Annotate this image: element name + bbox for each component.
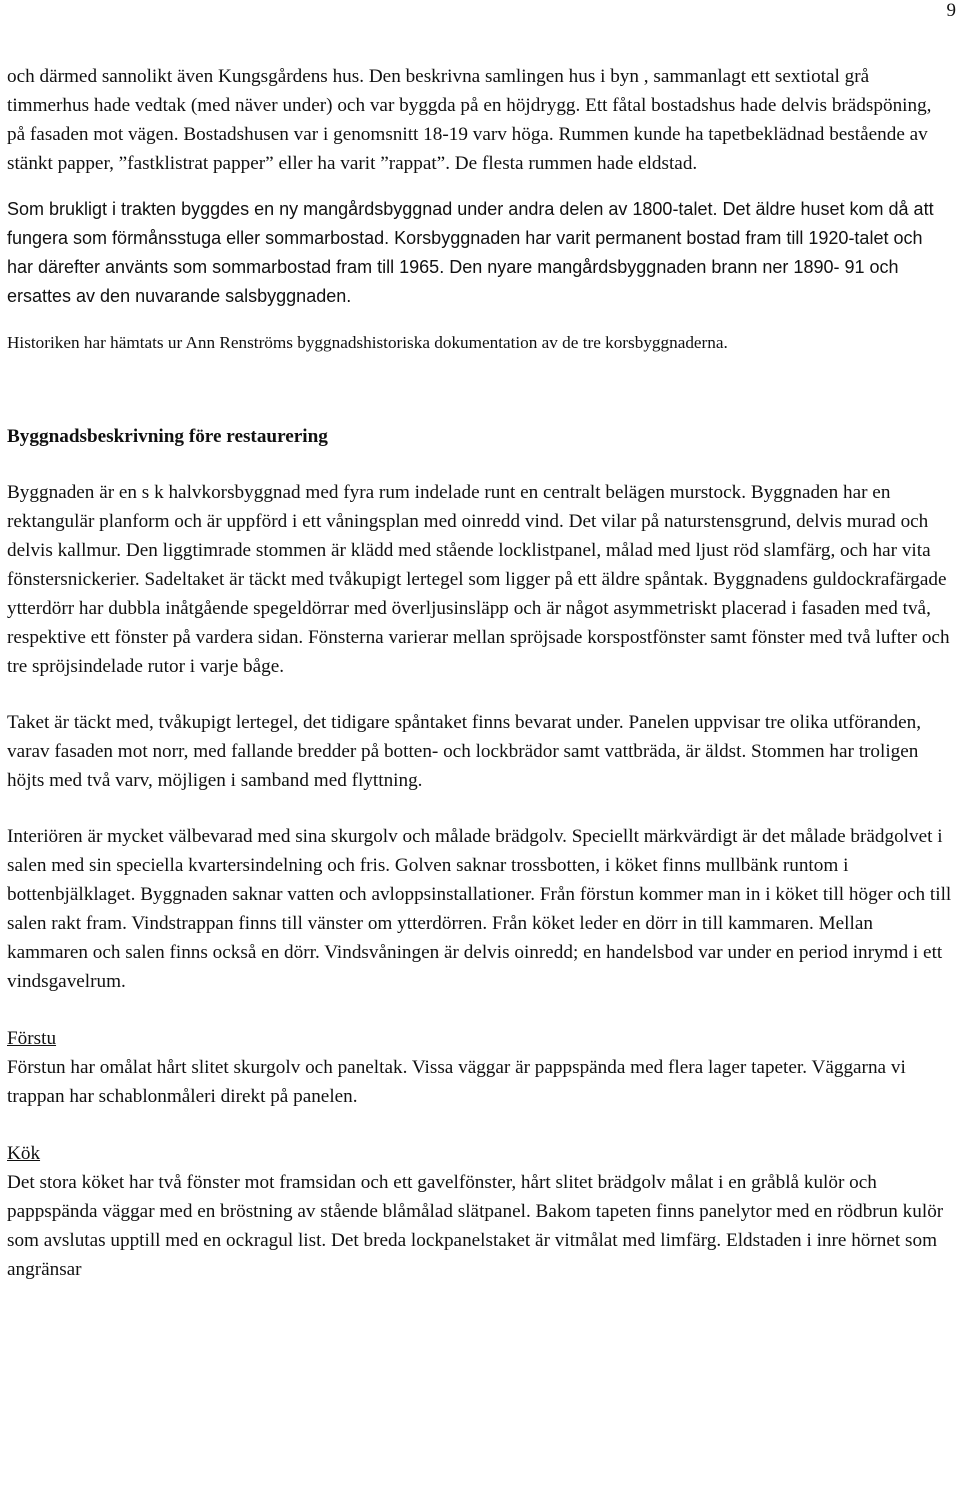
room-text-forstu: Förstun har omålat hårt slitet skurgolv och paneltak. Vissa väggar är pappspända med flera lager tapeter. Väggarna vi trappan har schablonmåleri direkt på panelen. [7, 1057, 906, 1107]
section-heading: Byggnadsbeskrivning före restaurering [7, 426, 328, 447]
room-title-forstu: Förstu [7, 1028, 57, 1049]
room-text-kok: Det stora köket har två fönster mot framsidan och ett gavelfönster, hårt slitet brädgolv målat i en gråblå kulör och pappspända väggar med en bröstning av stående blåmålad slätpanel. Bakom tapeten finns panelytor med en rödbrun kulör som avslutas upptill med en ockragul list. Det breda lockpanelstaket är vitmålat med limfärg. Eldstaden i inre hörnet som angränsar [7, 1172, 944, 1280]
description-paragraph-1: Byggnaden är en s k halvkorsbyggnad med fyra rum indelade runt en centralt belägen murstock. Byggnaden har en rektangulär planform och är uppförd i ett våningsplan med oinredd vind. Det vilar på naturstensgrund, delvis murad och delvis kallmur. Den liggtimrade stommen är klädd med stående locklistpanel, målad med ljust röd slamfärg, och har vita fönstersnickerier. Sadeltaket är täckt med tvåkupigt lertegel som ligger på ett äldre spåntak. Byggnadens guldockrafärgade ytterdörr har dubbla inåtgående spegeldörrar med överljusinsläpp och är något asymmetriskt placerad i fasaden med två, respektive ett fönster på vardera sidan. Fönsterna varierar mellan spröjsade korspostfönster samt fönster med två lufter och tre spröjsindelade rutor i varje båge. [7, 482, 950, 677]
room-title-kok: Kök [7, 1143, 41, 1164]
description-paragraph-3: Interiören är mycket välbevarad med sina skurgolv och målade brädgolv. Speciellt märkvärdigt är det målade brädgolvet i salen med sin speciella kvartersindelning och fris. Golven saknar trossbotten, i köket finns mullbänk runtom i bottenbjälklaget. Byggnaden saknar vatten och avloppsinstallationer. Från förstun kommer man in i köket till höger och till salen rakt fram. Vindstrappan finns till vänster om ytterdörren. Från köket leder en dörr in till kammaren. Mellan kammaren och salen finns också en dörr. Vindsvåningen är delvis oinredd; en handelsbod var under en period inrymd i ett vindsgavelrum. [7, 826, 952, 992]
description-paragraph-2: Taket är täckt med, tvåkupigt lertegel, det tidigare spåntaket finns bevarat under. Panelen uppvisar tre olika utföranden, varav fasaden mot norr, med fallande bredder på botten- och lockbrädor samt vattbräda, är äldst. Stommen har troligen höjts med två varv, möjligen i samband med flyttning. [7, 712, 921, 791]
intro-paragraph-1: och därmed sannolikt även Kungsgårdens hus. Den beskrivna samlingen hus i byn , sammanlagt ett sextiotal grå timmerhus hade vedtak (med näver under) och var byggda på en höjdrygg. Ett fåtal bostadshus hade delvis brädspöning, på fasaden mot vägen. Bostadshusen var i genomsnitt 18-19 varv höga. Rummen kunde ha tapetbeklädnad bestående av stänkt papper, ”fastklistrat papper” eller ha varit ”rappat”. De flesta rummen hade eldstad. [7, 66, 932, 174]
document-body [7, 62, 953, 1284]
source-note: Historiken har hämtats ur Ann Renströms byggnadshistoriska dokumentation av de tre korsbyggnaderna. [7, 333, 728, 352]
intro-paragraph-2: Som brukligt i trakten byggdes en ny mangårdsbyggnad under andra delen av 1800-talet. Det äldre huset kom då att fungera som förmånsstuga eller sommarbostad. Korsbyggnaden har varit permanent bostad fram till 1920-talet och har därefter använts som sommarbostad fram till 1965. Den nyare mangårdsbyggnaden brann ner 1890- 91 och ersattes av den nuvarande salsbyggnaden. [7, 199, 934, 306]
page-number: 9 [946, 0, 956, 21]
